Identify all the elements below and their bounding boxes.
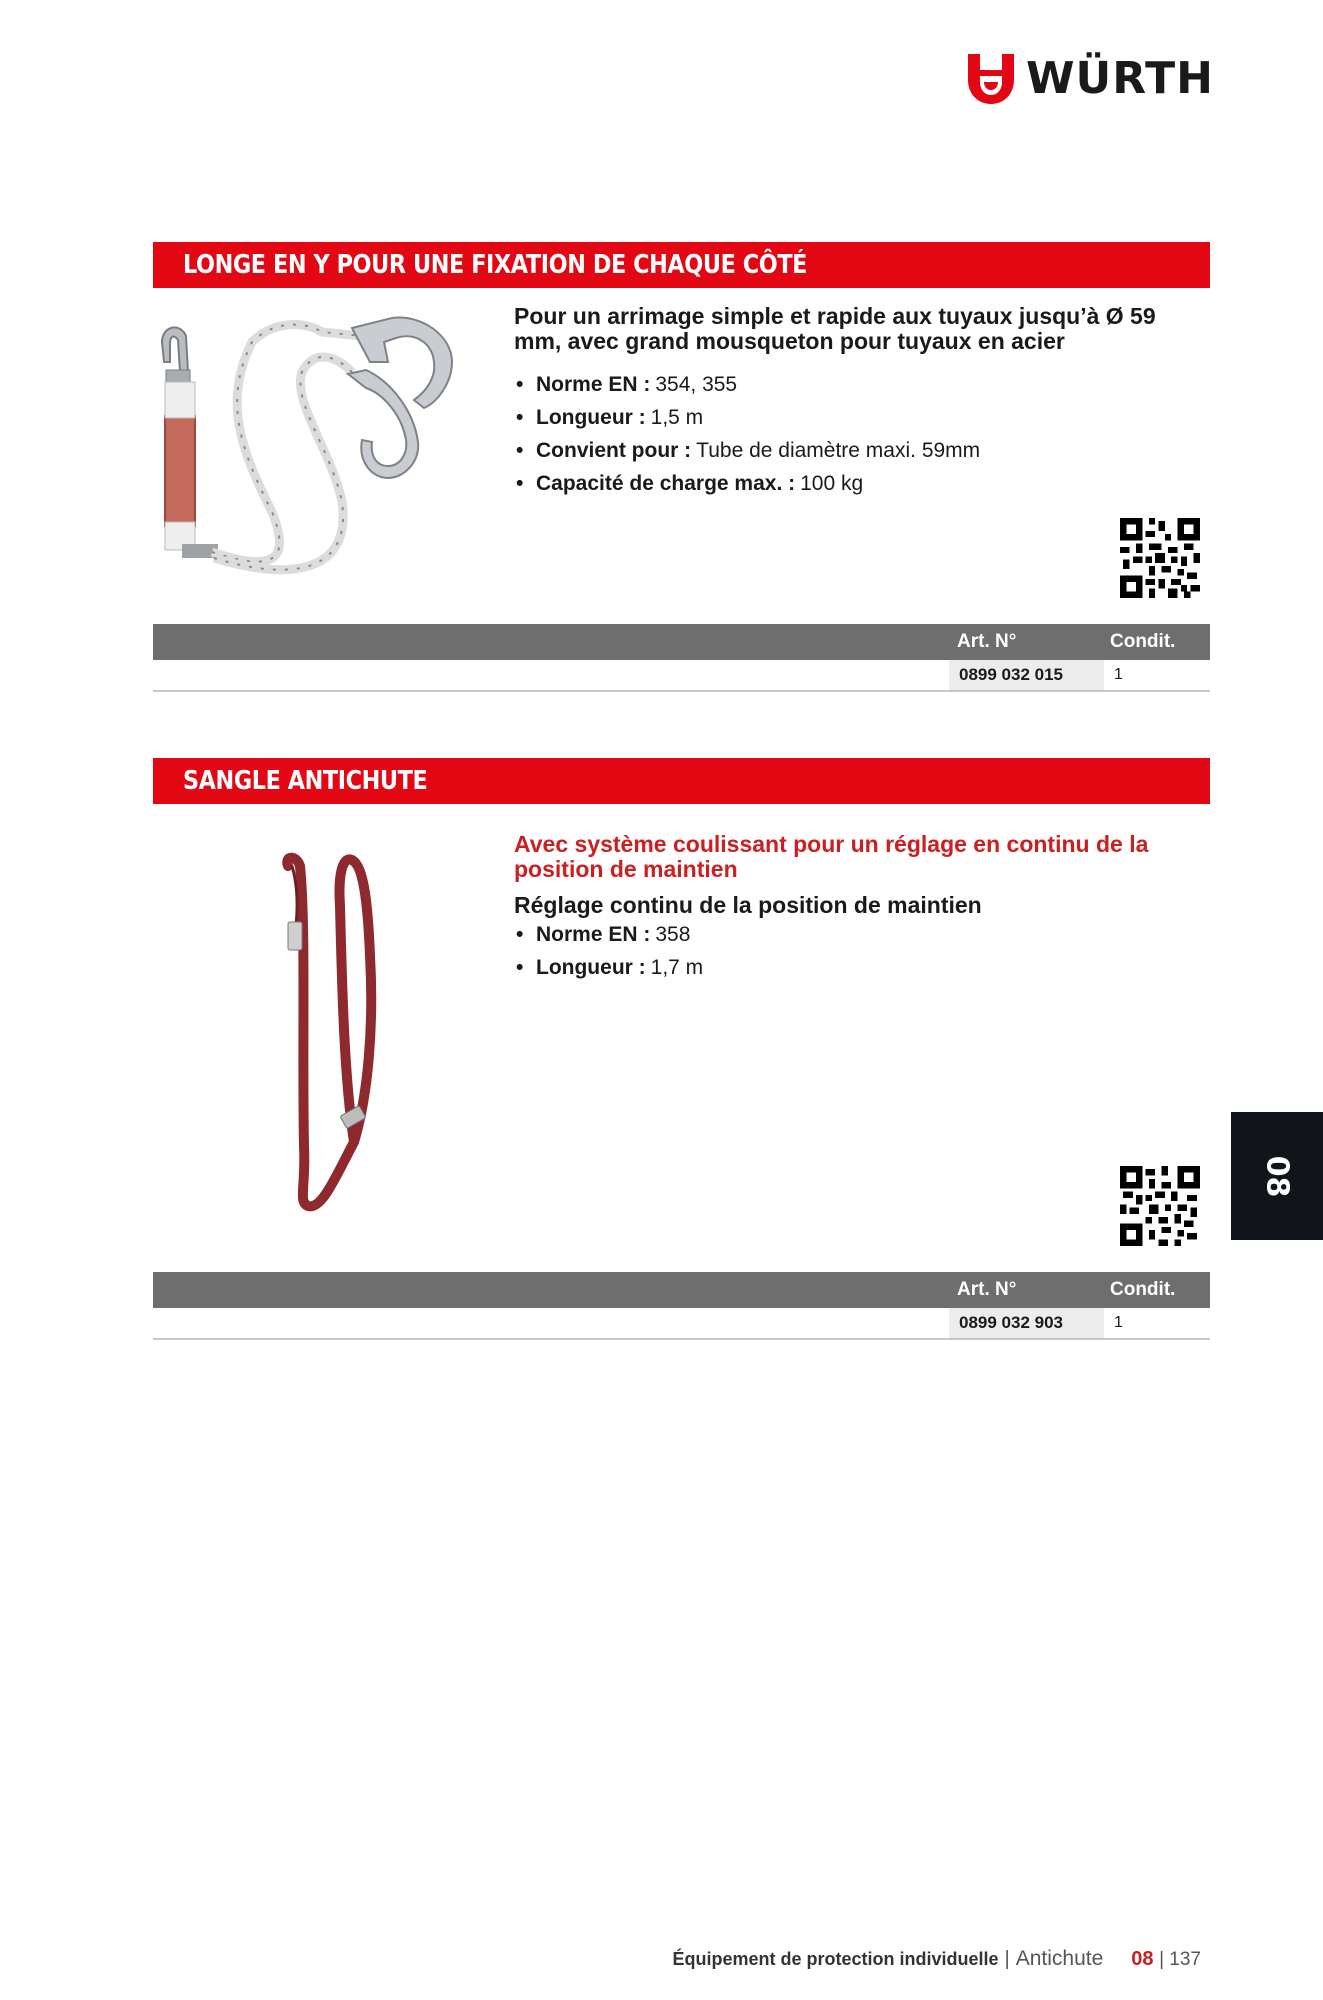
spec-value: 100 kg — [800, 472, 864, 495]
spec-item — [514, 401, 1204, 434]
section-title: LONGE EN Y POUR UNE FIXATION DE CHAQUE CÔTÉ — [183, 250, 808, 280]
spec-label: Norme EN : — [536, 923, 651, 946]
brand-name: WÜRTH — [1026, 53, 1215, 104]
footer-chapter: 08 — [1131, 1948, 1154, 1970]
section-header — [153, 758, 1210, 804]
spec-label: Longueur : — [536, 956, 646, 979]
spec-value: 354, 355 — [655, 373, 738, 396]
spec-item — [514, 918, 1204, 951]
wurth-logo — [966, 52, 1214, 106]
footer-separator: | — [1004, 1948, 1010, 1970]
spec-label: Longueur : — [536, 406, 646, 429]
spec-list — [514, 918, 1204, 984]
product-lead: Avec système coulissant pour un réglage en continu de la position de maintien — [514, 831, 1149, 882]
product-description — [514, 304, 1204, 500]
section-title: SANGLE ANTICHUTE — [183, 766, 428, 796]
condit-value: 1 — [1114, 1314, 1123, 1331]
footer-category: Équipement de protection individuelle — [672, 1949, 999, 1969]
table-row — [153, 1308, 1210, 1340]
spec-item — [514, 434, 1204, 467]
col-art-header: Art. N° — [957, 1279, 1017, 1300]
table-row — [153, 660, 1210, 692]
article-number: 0899 032 903 — [949, 1308, 1104, 1338]
wurth-logo-mark-icon — [966, 52, 1016, 106]
table-header — [153, 624, 1210, 660]
footer-page-number: | 137 — [1159, 1949, 1201, 1970]
col-cond-header: Condit. — [1110, 631, 1176, 652]
spec-label: Norme EN : — [536, 373, 651, 396]
spec-label: Convient pour : — [536, 439, 692, 462]
page-footer — [672, 1946, 1201, 1972]
spec-value: 358 — [655, 923, 691, 946]
table-header — [153, 1272, 1210, 1308]
spec-value: Tube de diamètre maxi. 59mm — [696, 439, 981, 462]
col-cond-header: Condit. — [1110, 1279, 1176, 1300]
spec-item — [514, 467, 1204, 500]
y-lanyard-image — [152, 312, 502, 604]
spec-item — [514, 951, 1204, 984]
spec-value: 1,5 m — [650, 406, 704, 429]
article-number: 0899 032 015 — [949, 660, 1104, 690]
chapter-tab-label: 08 — [1259, 1155, 1295, 1197]
product-subtitle: Réglage continu de la position de maintien — [514, 892, 982, 918]
product-description — [514, 832, 1204, 984]
condit-value: 1 — [1114, 666, 1123, 683]
spec-item — [514, 368, 1204, 401]
qr-code-icon[interactable] — [1120, 518, 1200, 598]
col-art-header: Art. N° — [957, 631, 1017, 652]
fall-arrest-strap-image — [258, 846, 418, 1216]
spec-value: 1,7 m — [650, 956, 704, 979]
qr-code-icon[interactable] — [1120, 1166, 1200, 1246]
spec-list — [514, 368, 1204, 500]
footer-subcategory: Antichute — [1015, 1947, 1104, 1970]
chapter-tab[interactable] — [1231, 1112, 1323, 1240]
spec-label: Capacité de charge max. : — [536, 472, 796, 495]
product-lead: Pour un arrimage simple et rapide aux tuyaux jusqu’à Ø 59 mm, avec grand mousqueton pour tuyaux en acier — [514, 303, 1156, 354]
section-header — [153, 242, 1210, 288]
